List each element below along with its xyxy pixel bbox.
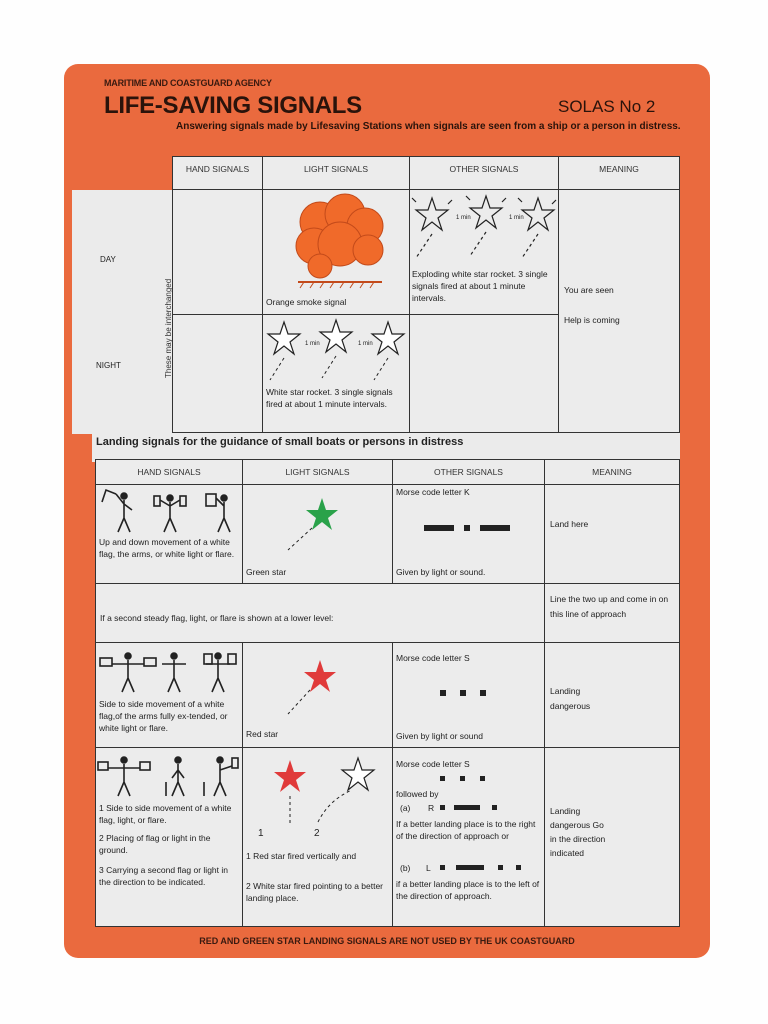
morse-l-symbol (440, 864, 526, 872)
col-hand-signals: HAND SIGNALS (172, 156, 263, 190)
danger-hand-text: Side to side movement of a white flag,of the arms fully ex-tended, or white light or flare. (99, 699, 228, 733)
meaning-help-coming: Help is coming (564, 315, 620, 325)
night-other-cell (409, 314, 559, 433)
followed-by-text: followed by (396, 789, 439, 799)
meaning-landing-dangerous: Landing dangerous (550, 686, 591, 711)
morse-s-symbol-2 (440, 774, 490, 784)
letter-r-label: R (428, 803, 435, 813)
rocket-interval-2: 1 min (509, 215, 524, 221)
agency-name: MARITIME AND COASTGUARD AGENCY (104, 78, 272, 88)
land-here-hand-text: Up and down movement of a white flag, the arms, or white light or flare. (99, 537, 235, 559)
morse-s-title: Morse code letter S (396, 653, 470, 663)
row-label-day: DAY (100, 255, 116, 264)
direction-num-1: 1 (258, 828, 264, 839)
second-flag-text: If a second steady flag, light, or flare is shown at a lower level: (100, 613, 334, 623)
row-label-night: NIGHT (96, 361, 121, 370)
star-interval-2: 1 min (358, 341, 373, 347)
morse-k-given: Given by light or sound. (396, 567, 486, 577)
direction-light-2: 2 White star fired pointing to a better landing place. (246, 881, 384, 903)
meaning-cell (558, 189, 680, 433)
direction-light-1: 1 Red star fired vertically and (246, 851, 357, 861)
option-a-label: (a) (400, 803, 411, 813)
landing-col-other: OTHER SIGNALS (392, 459, 545, 485)
morse-k-symbol (424, 522, 510, 534)
exploding-rocket-icon (410, 194, 558, 264)
red-star-label: Red star (246, 729, 279, 739)
land-here-meaning-cell (544, 484, 680, 584)
day-hand-cell (172, 189, 263, 315)
solas-code: SOLAS No 2 (558, 97, 656, 116)
card-title: LIFE-SAVING SIGNALS (104, 92, 362, 119)
landing-col-light: LIGHT SIGNALS (242, 459, 393, 485)
morse-r-symbol (440, 804, 504, 812)
morse-k-title: Morse code letter K (396, 487, 470, 497)
morse-s-symbol (440, 688, 490, 698)
red-white-stars-icon (266, 756, 386, 828)
morse-s-title-2: Morse code letter S (396, 759, 470, 769)
morse-s-given: Given by light or sound (396, 731, 483, 741)
green-star-icon (282, 496, 342, 552)
orange-smoke-label: Orange smoke signal (266, 297, 347, 307)
white-star-rocket-label: White star rocket. 3 single signals fired at about 1 minute intervals. (266, 387, 393, 409)
exploding-rocket-label: Exploding white star rocket. 3 single signals fired at about 1 minute intervals. (412, 269, 548, 303)
meaning-go-direction: Landing dangerous Go in the direction indicated (550, 806, 606, 858)
col-other-signals: OTHER SIGNALS (409, 156, 559, 190)
letter-l-label: L (426, 863, 431, 873)
interchange-note (152, 210, 173, 390)
rocket-interval-1: 1 min (456, 215, 471, 221)
direction-num-2: 2 (314, 828, 320, 839)
landing-section-title: Landing signals for the guidance of small boats or persons in distress (96, 436, 464, 448)
option-b-label: (b) (400, 863, 411, 873)
night-hand-cell (172, 314, 263, 433)
orange-smoke-icon (290, 194, 390, 290)
green-star-label: Green star (246, 567, 287, 577)
direction-hand-3: 3 Carrying a second flag or light in the direction to be indicated. (99, 865, 228, 887)
footer-note: RED AND GREEN STAR LANDING SIGNALS ARE NOT USED BY THE UK COASTGUARD (199, 936, 575, 946)
card-subtitle: Answering signals made by Lifesaving Stations when signals are seen from a ship or a person in distress. (176, 121, 681, 132)
option-b-text: if a better landing place is to the left of the direction of approach. (396, 879, 540, 901)
side-to-side-figures-icon (98, 648, 238, 694)
white-star-rocket-icon (264, 318, 408, 384)
red-star-icon (282, 656, 342, 716)
direction-figures-icon (98, 752, 238, 798)
meaning-you-are-seen: You are seen (564, 285, 614, 295)
landing-col-meaning: MEANING (544, 459, 680, 485)
meaning-land-here: Land here (550, 519, 589, 529)
second-flag-meaning: Line the two up and come in on this line of approach (550, 594, 669, 619)
option-a-text: If a better landing place is to the right of the direction of approach or (396, 819, 536, 841)
star-interval-1: 1 min (305, 341, 320, 347)
col-light-signals: LIGHT SIGNALS (262, 156, 410, 190)
col-meaning: MEANING (558, 156, 680, 190)
direction-hand-1: 1 Side to side movement of a white flag, light, or flare. (99, 803, 232, 825)
landing-col-hand: HAND SIGNALS (95, 459, 243, 485)
interchange-note-text: These may be interchanged (164, 278, 173, 378)
up-down-signal-figures-icon (98, 488, 238, 534)
direction-hand-2: 2 Placing of flag or light in the ground. (99, 833, 211, 855)
